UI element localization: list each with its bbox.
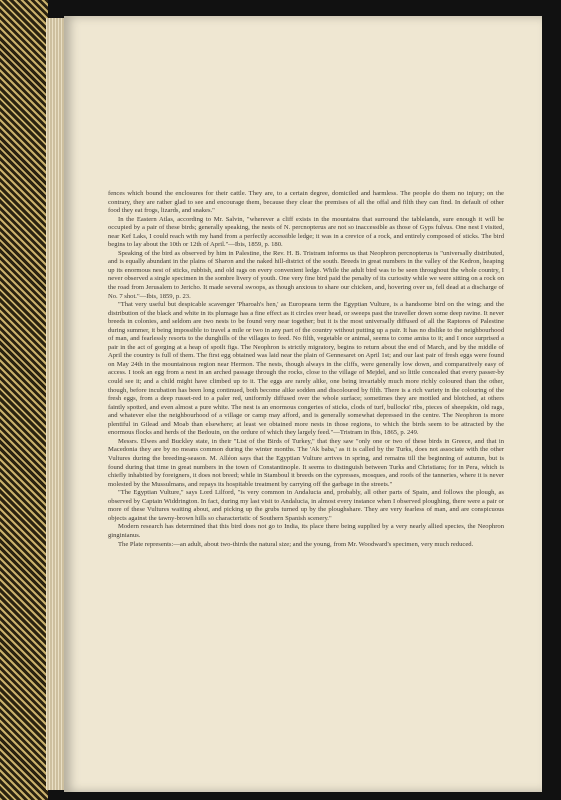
- book-page: [64, 16, 542, 792]
- paragraph: Speaking of the bird as observed by him in Palestine, the Rev. H. B. Tristram informs us that Neophron percnopterus is "universally distributed, and is equally abundant in the plains of Sharon and the naked hill-district of the south. Breeds in great numbers in the valley of the Kedron, heaping up its enormous nest of sticks, rubbish, and old rags on every convenient ledge. While the adult bird was to be seen throughout the whole country, I never observed a single specimen in the sombre livery of youth. One very fine bird paid the penalty of its curiosity while we were sitting on a rock on the road from Jerusalem to Jericho. It made several swoops, as though anxious to share our chicken, and, hovering over us, fell dead at a discharge of No. 7 shot."—Ibis, 1859, p. 23.: [108, 249, 504, 300]
- page-edges: [46, 18, 66, 790]
- paragraph: "The Egyptian Vulture," says Lord Lilford, "is very common in Andalucia and, probably, all other parts of Spain, and follows the plough, as observed by Captain Widdrington. In fact, during my last visit to Andalucia, in almost every instance when I observed ploughing, there were a pair or more of these Vultures waiting about, and picking up the grubs turned up by the ploughshare. They are very fearless of man, and are conspicuous objects against the tawny-brown hills so characteristic of Southern Spanish scenery.": [108, 489, 504, 522]
- plate-note: The Plate represents:—an adult, about two-thirds the natural size; and the young, from Mr. Woodward's specimen, very much reduced.: [118, 541, 474, 549]
- book-cover-edge: [0, 0, 48, 800]
- paragraph: Messrs. Elwes and Buckley state, in their "List of the Birds of Turkey," that they saw "only one or two of these birds in Greece, and that in Macedonia they are by no means common during the winter months. The 'Ak baba,' as it is called by the Turks, does not associate with the other Vultures during the breeding-season. M. Alléon says that the Egyptian Vulture arrives in spring, and remains till the beginning of autumn, but is found during that time in great numbers in the town of Constantinople. It seems to distinguish between Turks and Christians; for in Pera, which is chiefly inhabited by foreigners, it does not breed; while in Stamboul it breeds on the cypresses, mosques, and roofs of the tanneries, where it is never molested by the Mussulmans, and repays its hospitable treatment by carrying off the garbage in the streets.": [108, 437, 504, 488]
- paragraph: In the Eastern Atlas, according to Mr. Salvin, "wherever a cliff exists in the mountains that surround the tablelands, sure enough it will be occupied by a pair of these birds; generally speaking, the nests of N. percnopterus are not so inaccessible as those of Gyps fulvus. One nest I visited, near Kef Laks, I could reach with my hand from a perfectly accessible ledge; it was in a crevice of a rock, and entirely composed of sticks. The bird begins to lay about the 10th or 12th of April."—Ibis, 1859, p. 180.: [108, 215, 504, 249]
- paragraph: fences which bound the enclosures for their cattle. They are, to a certain degree, domiciled and harmless. The people do them no injury; on the contrary, they are rather glad to see and encourage them, because they clear the premises of all the offal and filth they can find. In default of other food they eat frogs, lizards, and snakes.": [108, 190, 504, 215]
- paragraph: "That very useful but despicable scavenger 'Pharoah's hen,' as Europeans term the Egyptian Vulture, is a handsome bird on the wing; and the distribution of the black and white in its plumage has a fine effect as it circles over head, or sweeps past the traveller down some deep ravine. It never breeds in colonies, and seldom are two nests to be found very near together; but it is the most universally diffused of all the Raptores of Palestine during summer, it being impossible to travel a mile or two in any part of the country without putting up a pair. It has no dislike to the neighbourhood of man, and fearlessly resorts to the dunghills of the villages to feed. No filth, vegetable or animal, seems to come amiss to it; and I once surprised a pair in the act of gorging at a heap of spoilt figs. The Neophron is strictly migratory, begins to return about the end of March, and by the middle of April the country is full of them. The first egg obtained was laid near the plain of Gennesaret on April 1st; and our last pair of fresh eggs were found on May 24th in the mountainous region near Hermon. The nests, though always in the cliffs, were generally low down, and comparatively easy of access. I took an egg from a nest in an arched passage through the rocks, close to the village of Mejdel, and so little concealed that every passer-by could see it; and a child might have climbed up to it. The eggs are rarely alike, one being invariably much more richly coloured than the other, though, before incubation has been long continued, both become alike sodden and discoloured by filth. There is a rich variety in the colouring of the fresh eggs, from a deep russet-red to a paler red, uniformly diffused over the whole surface; sometimes they are mottled and blotched, at others faintly spotted, and even almost a pure white. The nest is an enormous congeries of sticks, clods of turf, bullocks' ribs, pieces of sheepskin, old rags, and whatever else the neighbourhood of a village or camp may afford, and is generally somewhat depressed in the centre. The Neophron is more plentiful in Gilead and Moab than elsewhere; at least we obtained more nests in those regions, to which the birds seem to be attracted by the enormous flocks and herds of the Bedouin, on the ordure of which they largely feed."—Tristram in Ibis, 1865, p. 249.: [108, 301, 504, 437]
- paragraph: Modern research has determined that this bird does not go to India, its place there being supplied by a very nearly allied species, the Neophron ginginianus.: [108, 523, 504, 539]
- page-text: [108, 190, 504, 550]
